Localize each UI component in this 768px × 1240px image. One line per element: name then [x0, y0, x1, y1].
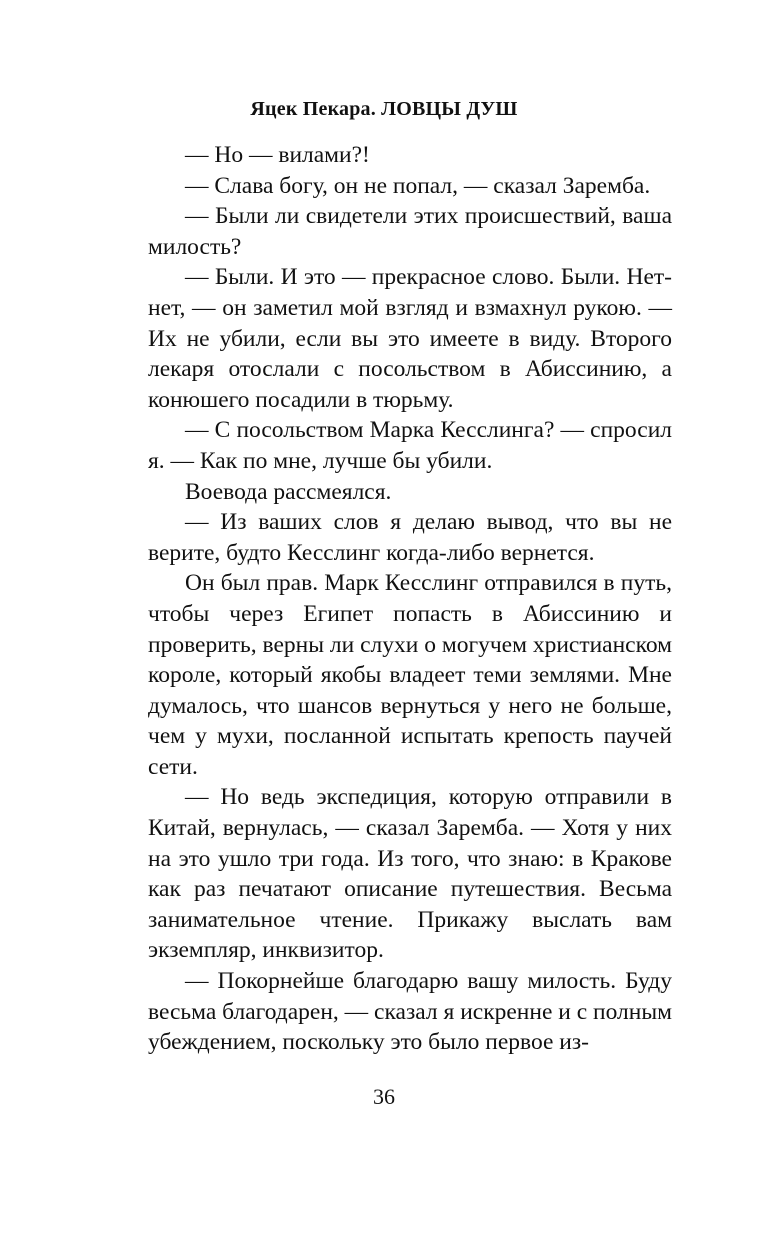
paragraph: — С посольством Марка Кесслинга? — спросил я. — Как по мне, лучше бы убили. — [148, 417, 672, 474]
paragraph: — Были. И это — прекрасное слово. Были. Нет-нет, — он заметил мой взгляд и взмахнул рукою. — Их не убили, если вы это имеете в виду. Второго лекаря отослали с посольством в Абиссинию, а конюшего посадили в тюрьму. — [148, 264, 672, 413]
paragraph: — Но — вилами?! — [185, 142, 370, 168]
paragraph: Воевода рассмеялся. — [185, 478, 392, 505]
page-number: 36 — [373, 1084, 395, 1109]
paragraph: Он был прав. Марк Кесслинг отправился в путь, чтобы через Египет попасть в Абиссинию и проверить, верны ли слухи о могучем христианском короле, который якобы владеет теми землями. Мне думалось, что шансов вернуться у него не больше, чем у мухи, посланной испытать крепость паучей сети. — [148, 570, 673, 780]
running-head: Яцек Пекара. ЛОВЦЫ ДУШ — [250, 98, 518, 120]
paragraph: — Слава богу, он не попал, — сказал Зарембa. — [185, 172, 651, 199]
body-text — [148, 140, 672, 1058]
paragraph: — Но ведь экспедиция, которую отправили в Китай, вернулась, — сказал Зарембa. — Хотя у них на это ушло три года. Из того, что знаю: в Кракове как раз печатают описание путешествия. Весьма занимательное чтение. Прикажу выслать вам экземпляр, инквизитор. — [148, 784, 672, 964]
paragraph: — Из ваших слов я делаю вывод, что вы не верите, будто Кесслинг когда-либо вернется. — [148, 509, 672, 566]
paragraph: — Покорнейше благодарю вашу милость. Буду весьма благодарен, — сказал я искренне и с полным убеждением, поскольку это было первое из- — [148, 968, 672, 1056]
paragraph: — Были ли свидетели этих происшествий, ваша милость? — [148, 203, 672, 260]
